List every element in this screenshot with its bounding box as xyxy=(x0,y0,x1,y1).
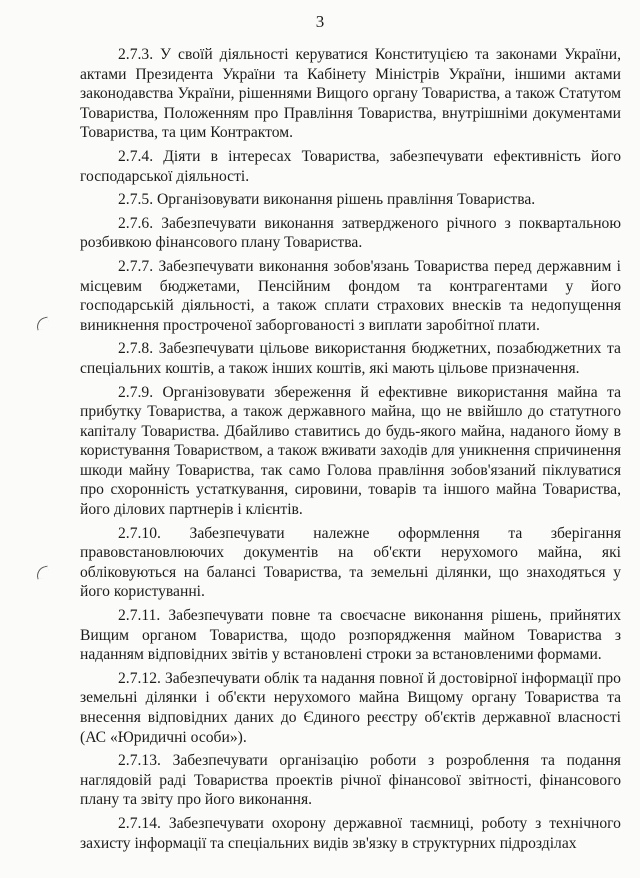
clause-text: Забезпечувати цільове використання бюджетних, позабюджетних та спеціальних коштів, а також інших коштів, які мають цільове призначення. xyxy=(80,340,621,377)
punch-hole-mark-bottom xyxy=(35,566,50,580)
clause-number: 2.7.6. xyxy=(118,214,154,232)
clause-text: Забезпечувати повне та своєчасне виконання рішень, прийнятих Вищим органом Товариства, щодо розпорядження майном Товариства з наданням відповідних звітів у встановлені строки за встановленими формами. xyxy=(80,607,621,664)
clause-text: Забезпечувати належне оформлення та зберігання правовстановлюючих документів на об'єкти нерухомого майна, які обліковуються на балансі Товариства, та земельні ділянки, що знаходяться у його користуванні. xyxy=(80,524,622,601)
clause-text: Організовувати виконання рішень правління Товариства. xyxy=(157,191,536,209)
clause-2-7-5 xyxy=(80,190,621,210)
document-body xyxy=(80,45,621,857)
clause-2-7-14 xyxy=(80,814,621,853)
clause-text: Забезпечувати охорону державної таємниці, роботу з технічного захисту інформації та спеціальних видів зв'язку в структурних підрозділах xyxy=(80,814,621,852)
clause-2-7-7 xyxy=(80,257,621,335)
clause-2-7-4 xyxy=(80,147,621,186)
clause-number: 2.7.4. xyxy=(118,147,154,165)
clause-text: Забезпечувати організацію роботи з розроблення та подання наглядовій раді Товариства проектів річної фінансової звітності, фінансового плану та звіту про його виконання. xyxy=(80,752,621,809)
clause-2-7-9 xyxy=(80,383,621,520)
clause-number: 2.7.14. xyxy=(118,814,161,832)
clause-2-7-10 xyxy=(80,524,621,602)
punch-hole-mark-top xyxy=(35,317,50,331)
clause-2-7-8 xyxy=(80,339,621,378)
clause-number: 2.7.3. xyxy=(118,46,154,63)
clause-number: 2.7.13. xyxy=(118,752,161,770)
clause-number: 2.7.12. xyxy=(118,669,161,687)
clause-number: 2.7.7. xyxy=(118,257,154,275)
clause-2-7-12 xyxy=(80,669,621,747)
clause-text: Забезпечувати виконання затвердженого річного з поквартальною розбивкою фінансового плану Товариства. xyxy=(80,214,621,252)
clause-number: 2.7.11. xyxy=(118,607,161,625)
clause-text: У своїй діяльності керуватися Конституцією та законами України, актами Президента України та Кабінету Міністрів України, іншими актами законодавства України, рішеннями Вищого органу Товариства, а також Статутом Товариства, Положенням про Правління Товариства, внутрішніми документами Товариства, та цим Контрактом. xyxy=(80,46,621,142)
clause-number: 2.7.10. xyxy=(118,524,161,542)
clause-text: Організовувати збереження й ефективне використання майна та прибутку Товариства, а також державного майна, що не ввійшло до статутного капіталу Товариства. Дбайливо ставитись до будь-якого майна, наданого йому в користування Товариством, а також вживати заходів для уникнення спричинення шкоди майну Товариства, так само Голова правління зобов'язаний піклуватися про схоронність устаткування, сировини, товарів та іншого майна Товариства, його ділових партнерів і клієнтів. xyxy=(80,383,622,519)
clause-2-7-13 xyxy=(80,751,621,810)
clause-text: Діяти в інтересах Товариства, забезпечувати ефективність його господарської діяльності. xyxy=(80,147,621,185)
clause-2-7-6 xyxy=(80,214,621,253)
page-number: 3 xyxy=(315,12,325,31)
clause-number: 2.7.5. xyxy=(118,191,154,209)
clause-text: Забезпечувати виконання зобов'язань Товариства перед державним і місцевим бюджетами, Пенсійним фондом та контрагентами у його господарській діяльності, а також сплати страхових внесків та недопущення виникнення простроченої заборгованості з виплати заробітної плати. xyxy=(80,257,622,334)
clause-2-7-11 xyxy=(80,606,621,665)
clause-number: 2.7.9. xyxy=(118,383,154,401)
clause-number: 2.7.8. xyxy=(118,340,154,358)
clause-text: Забезпечувати облік та надання повної й достовірної інформації про земельні ділянки і об'єкти нерухомого майна Вищому органу Товариства та внесення відповідних даних до Єдиного реєстру об'єктів державної власності (АС «Юридичні особи»). xyxy=(80,669,621,746)
clause-2-7-3 xyxy=(80,45,621,143)
